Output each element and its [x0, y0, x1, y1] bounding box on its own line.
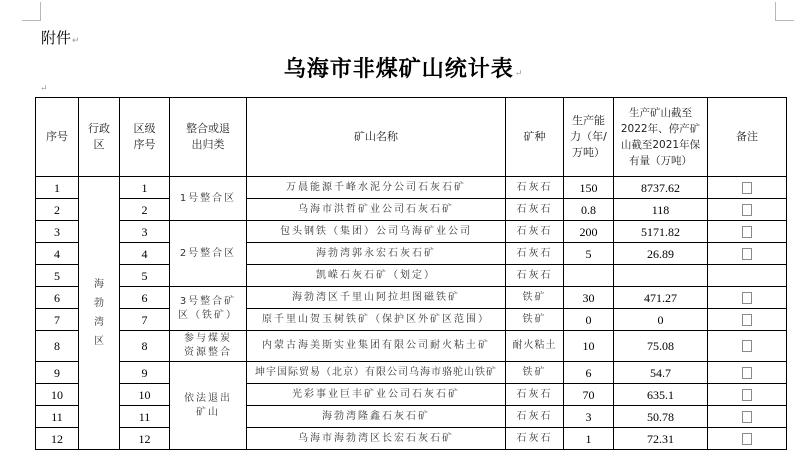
cell-district-seq: 8	[120, 331, 170, 362]
cell-seq: 4	[36, 243, 79, 265]
cell-mine-name: 海勃湾郭永宏石灰石矿	[247, 243, 506, 265]
checkbox-icon[interactable]	[742, 248, 752, 260]
cell-reserves: 50.78	[614, 406, 708, 428]
table-row	[36, 177, 787, 199]
cell-category-group-4: 参与煤炭资源整合	[170, 331, 247, 362]
cell-mineral: 耐火粘土	[506, 331, 564, 362]
cell-capacity: 5	[564, 243, 614, 265]
cell-capacity: 150	[564, 177, 614, 199]
cell-capacity: 0.8	[564, 199, 614, 221]
cell-capacity: 1	[564, 428, 614, 450]
header-district-seq: 区级序号	[120, 98, 170, 177]
cell-mineral: 铁矿	[506, 362, 564, 384]
cell-remarks[interactable]	[708, 384, 787, 406]
cell-capacity: 6	[564, 362, 614, 384]
paragraph-mark-icon: ↵	[40, 84, 48, 94]
cell-reserves: 118	[614, 199, 708, 221]
cell-mine-name: 光彩事业巨丰矿业公司石灰石矿	[247, 384, 506, 406]
cell-remarks[interactable]	[708, 331, 787, 362]
cell-mineral: 铁矿	[506, 287, 564, 309]
cell-district-seq: 1	[120, 177, 170, 199]
cell-mine-name: 原千里山贺玉树铁矿（保护区外矿区范围）	[247, 309, 506, 331]
cell-mineral: 石灰石	[506, 243, 564, 265]
cell-district-seq: 10	[120, 384, 170, 406]
page-corner-mark-right	[775, 2, 794, 21]
checkbox-icon[interactable]	[742, 314, 752, 326]
checkbox-icon[interactable]	[742, 182, 752, 194]
table-row	[36, 199, 787, 221]
cell-capacity: 3	[564, 406, 614, 428]
cell-remarks[interactable]	[708, 406, 787, 428]
table-row	[36, 331, 787, 362]
checkbox-icon[interactable]	[742, 433, 752, 445]
checkbox-icon[interactable]	[742, 204, 752, 216]
cell-reserves: 0	[614, 309, 708, 331]
cell-mineral: 石灰石	[506, 265, 564, 287]
header-seq: 序号	[36, 98, 79, 177]
cell-seq: 10	[36, 384, 79, 406]
cell-district-seq: 4	[120, 243, 170, 265]
cell-category-group-3: 3号整合矿区（铁矿）	[170, 287, 247, 331]
page-title: 乌海市非煤矿山统计表↵	[283, 56, 524, 82]
cell-mine-name: 海勃湾区千里山阿拉坦图磁铁矿	[247, 287, 506, 309]
table-row	[36, 221, 787, 243]
cell-reserves: 54.7	[614, 362, 708, 384]
cell-seq: 1	[36, 177, 79, 199]
mine-statistics-table	[35, 97, 787, 450]
table-row	[36, 406, 787, 428]
checkbox-icon[interactable]	[742, 389, 752, 401]
header-reserves: 生产矿山截至2022年、停产矿山截至2021年保有量（万吨）	[614, 98, 708, 177]
cell-seq: 8	[36, 331, 79, 362]
header-capacity: 生产能力（年/万吨）	[564, 98, 614, 177]
cell-remarks[interactable]	[708, 265, 787, 287]
cell-seq: 12	[36, 428, 79, 450]
cell-district-seq: 3	[120, 221, 170, 243]
cell-mine-name: 海勃湾隆鑫石灰石矿	[247, 406, 506, 428]
cell-remarks[interactable]	[708, 243, 787, 265]
table-row	[36, 428, 787, 450]
cell-seq: 6	[36, 287, 79, 309]
cell-capacity: 0	[564, 309, 614, 331]
cell-mine-name: 乌海市海勃湾区长宏石灰石矿	[247, 428, 506, 450]
attachment-label: 附件↵	[41, 29, 80, 47]
cell-remarks[interactable]	[708, 287, 787, 309]
cell-capacity: 30	[564, 287, 614, 309]
cell-district-seq: 9	[120, 362, 170, 384]
cell-district-seq: 7	[120, 309, 170, 331]
table-row	[36, 384, 787, 406]
cell-remarks[interactable]	[708, 428, 787, 450]
cell-mine-name: 坤宇国际贸易（北京）有限公司乌海市骆驼山铁矿	[247, 362, 506, 384]
cell-remarks[interactable]	[708, 177, 787, 199]
cell-mine-name: 凯嵘石灰石矿（划定）	[247, 265, 506, 287]
cell-remarks[interactable]	[708, 221, 787, 243]
cell-mineral: 石灰石	[506, 384, 564, 406]
header-category: 整合或退出归类	[170, 98, 247, 177]
checkbox-icon[interactable]	[742, 292, 752, 304]
cell-district-seq: 5	[120, 265, 170, 287]
table-row	[36, 265, 787, 287]
cell-remarks[interactable]	[708, 199, 787, 221]
header-district: 行政区	[79, 98, 120, 177]
cell-mineral: 石灰石	[506, 199, 564, 221]
checkbox-icon[interactable]	[742, 367, 752, 379]
table-row	[36, 287, 787, 309]
paragraph-mark-icon: ↵	[72, 36, 80, 46]
cell-mineral: 石灰石	[506, 406, 564, 428]
checkbox-icon[interactable]	[742, 340, 752, 352]
page-corner-mark-left	[22, 2, 41, 21]
checkbox-icon[interactable]	[742, 411, 752, 423]
cell-reserves: 635.1	[614, 384, 708, 406]
cell-district-seq: 11	[120, 406, 170, 428]
table-header-row	[36, 98, 787, 177]
cell-district: 海勃湾区	[79, 177, 120, 450]
cell-seq: 5	[36, 265, 79, 287]
cell-reserves	[614, 265, 708, 287]
header-mine-name: 矿山名称	[247, 98, 506, 177]
cell-capacity	[564, 265, 614, 287]
cell-district-seq: 6	[120, 287, 170, 309]
cell-mineral: 石灰石	[506, 221, 564, 243]
header-mineral: 矿种	[506, 98, 564, 177]
table-row	[36, 309, 787, 331]
paragraph-mark-icon: ↵	[514, 69, 524, 79]
cell-mineral: 石灰石	[506, 177, 564, 199]
cell-seq: 3	[36, 221, 79, 243]
header-remarks: 备注	[708, 98, 787, 177]
cell-mine-name: 乌海市洪哲矿业公司石灰石矿	[247, 199, 506, 221]
cell-reserves: 8737.62	[614, 177, 708, 199]
cell-mine-name: 万晨能源千峰水泥分公司石灰石矿	[247, 177, 506, 199]
cell-capacity: 200	[564, 221, 614, 243]
cell-category-group-2: 2号整合区	[170, 221, 247, 287]
cell-mineral: 铁矿	[506, 309, 564, 331]
table-row	[36, 362, 787, 384]
cell-category-group-5: 依法退出矿山	[170, 362, 247, 450]
cell-capacity: 10	[564, 331, 614, 362]
cell-capacity: 70	[564, 384, 614, 406]
cell-mine-name: 内蒙古海美斯实业集团有限公司耐火粘土矿	[247, 331, 506, 362]
cell-reserves: 5171.82	[614, 221, 708, 243]
cell-category-group-1: 1号整合区	[170, 177, 247, 221]
cell-district-seq: 12	[120, 428, 170, 450]
cell-remarks[interactable]	[708, 362, 787, 384]
cell-mine-name: 包头钢铁（集团）公司乌海矿业公司	[247, 221, 506, 243]
cell-seq: 11	[36, 406, 79, 428]
cell-remarks[interactable]	[708, 309, 787, 331]
checkbox-icon[interactable]	[742, 226, 752, 238]
cell-district-seq: 2	[120, 199, 170, 221]
cell-seq: 7	[36, 309, 79, 331]
cell-reserves: 471.27	[614, 287, 708, 309]
cell-seq: 2	[36, 199, 79, 221]
table-row	[36, 243, 787, 265]
cell-mineral: 石灰石	[506, 428, 564, 450]
cell-reserves: 75.08	[614, 331, 708, 362]
cell-seq: 9	[36, 362, 79, 384]
cell-reserves: 72.31	[614, 428, 708, 450]
cell-reserves: 26.89	[614, 243, 708, 265]
